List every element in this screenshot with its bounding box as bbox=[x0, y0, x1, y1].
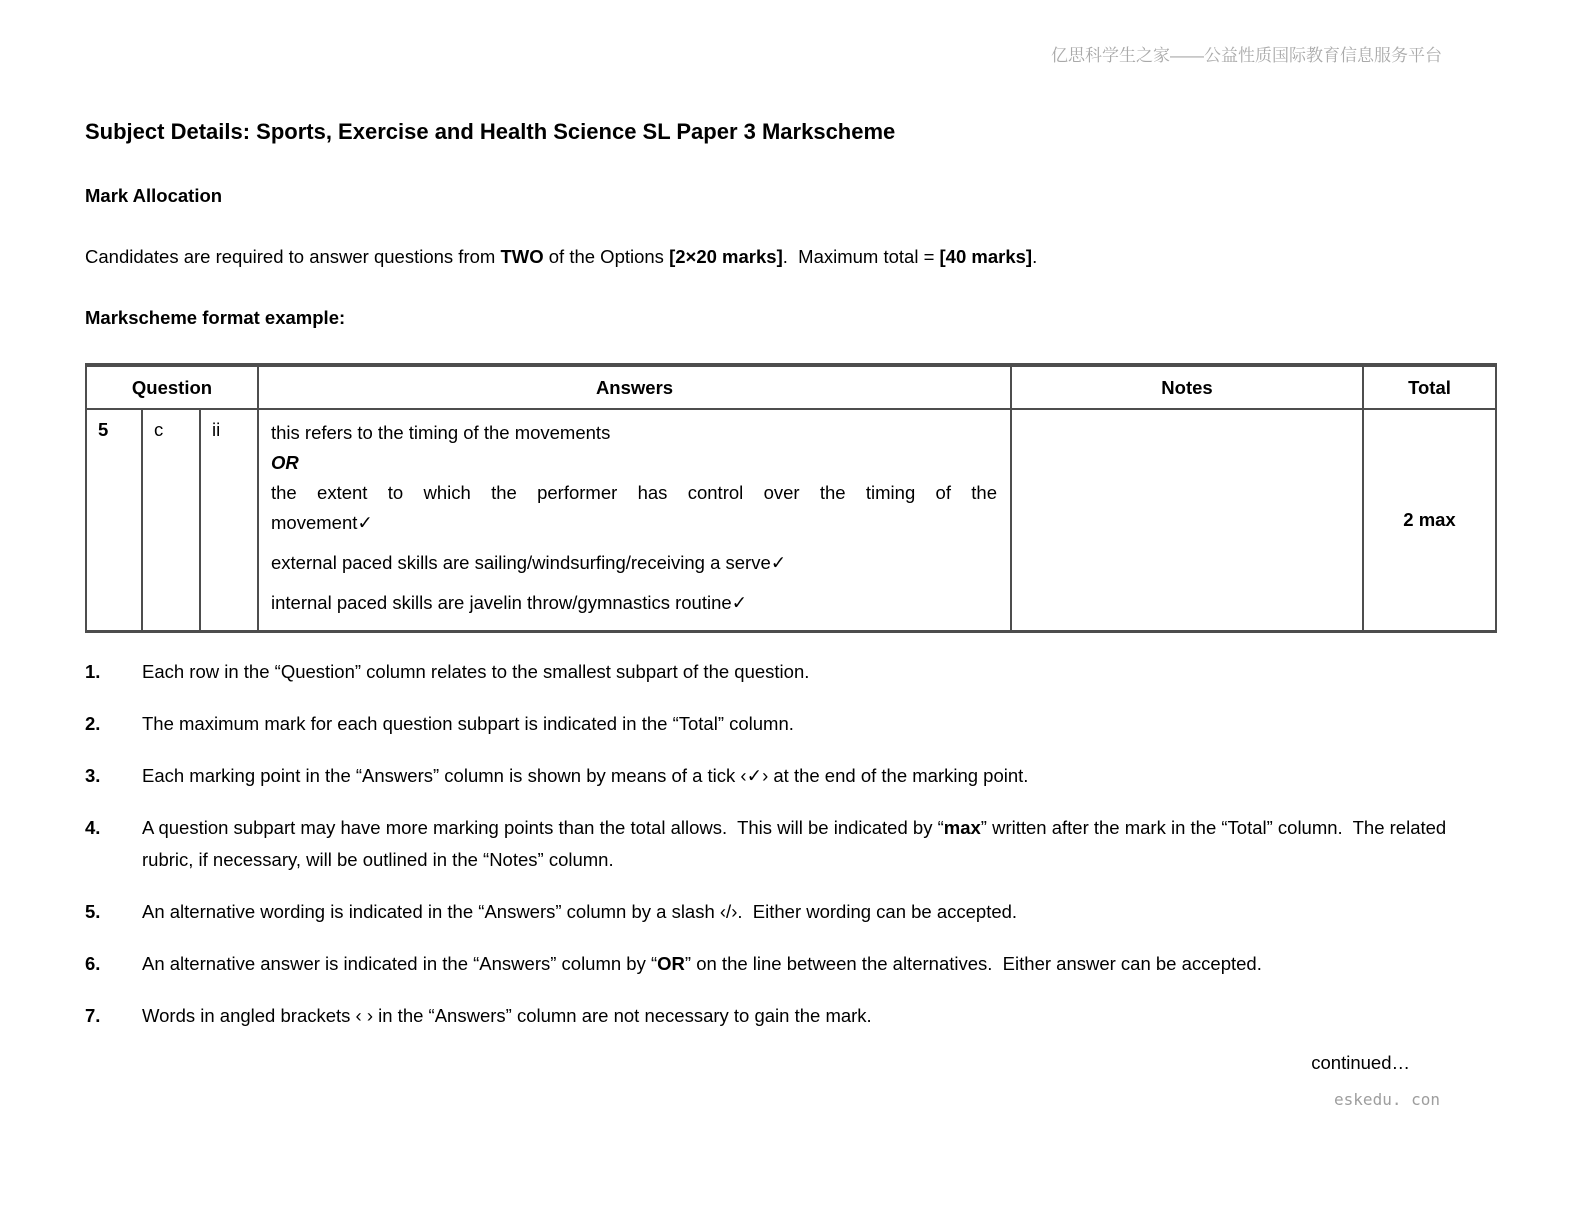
markscheme-table bbox=[85, 363, 1497, 633]
list-item-text bbox=[142, 948, 1497, 980]
list-item-number: 1. bbox=[85, 661, 101, 682]
list-item-text-post: ” on the line between the alternatives. Either answer can be accepted. bbox=[684, 953, 1262, 974]
total-cell: 2 max bbox=[1363, 409, 1496, 632]
table-row bbox=[86, 409, 1496, 632]
list-item bbox=[85, 948, 1497, 980]
answer-internal-text: internal paced skills are javelin throw/gymnastics routine bbox=[271, 592, 732, 613]
answer-external-text: external paced skills are sailing/windsurfing/receiving a serve bbox=[271, 552, 771, 573]
question-number-cell: 5 bbox=[86, 409, 142, 632]
list-item bbox=[85, 896, 1497, 928]
list-item-text-pre: The maximum mark for each question subpart is indicated in the “Total” column. bbox=[142, 713, 794, 734]
list-item-text-post: ” written after the mark in the “Total” column. The related rubric, if necessary, will be outlined in the “Notes” column. bbox=[142, 817, 1447, 870]
list-item-text bbox=[142, 812, 1497, 876]
markscheme-notes-list bbox=[85, 656, 1497, 1032]
table-header-row bbox=[86, 365, 1496, 409]
list-item-text bbox=[142, 896, 1497, 928]
tick-icon: ✓ bbox=[357, 512, 373, 533]
list-item-number: 2. bbox=[85, 713, 101, 734]
question-subpart-cell: ii bbox=[200, 409, 258, 632]
answer-alt-wording-line-1: the extent to which the performer has control over the timing of the bbox=[271, 482, 997, 503]
list-item-text-pre: A question subpart may have more marking points than the total allows. This will be indicated by “ bbox=[142, 817, 944, 838]
question-part-cell: c bbox=[142, 409, 200, 632]
continued-label: continued… bbox=[1311, 1052, 1410, 1073]
answers-cell bbox=[258, 409, 1011, 632]
answer-internal-line bbox=[271, 588, 997, 618]
list-item-text-pre: An alternative wording is indicated in the “Answers” column by a slash ‹/›. Either wording can be accepted. bbox=[142, 901, 1018, 922]
intro-bold-total-marks: [40 marks] bbox=[939, 246, 1033, 267]
intro-text-2: of the Options bbox=[543, 246, 670, 267]
notes-cell bbox=[1011, 409, 1363, 632]
total-header-cell: Total bbox=[1363, 365, 1496, 409]
intro-text-3: . Maximum total = bbox=[782, 246, 940, 267]
answers-header-cell: Answers bbox=[258, 365, 1011, 409]
list-item-text-bold: max bbox=[943, 817, 981, 838]
question-header-cell: Question bbox=[86, 365, 258, 409]
list-item-text bbox=[142, 1000, 1497, 1032]
answer-line-1: this refers to the timing of the movements bbox=[271, 422, 611, 443]
list-item bbox=[85, 1000, 1497, 1032]
list-item-text bbox=[142, 760, 1497, 792]
list-item-number: 5. bbox=[85, 901, 101, 922]
intro-text-4: . bbox=[1032, 246, 1038, 267]
eskedu-site-watermark: eskedu. con bbox=[1334, 1090, 1440, 1109]
list-item-number: 3. bbox=[85, 765, 101, 786]
tick-icon: ✓ bbox=[770, 552, 787, 573]
list-item-text-pre: Words in angled brackets ‹ › in the “Answers” column are not necessary to gain the mark. bbox=[142, 1005, 872, 1026]
notes-header-cell: Notes bbox=[1011, 365, 1363, 409]
intro-bold-two: TWO bbox=[500, 246, 544, 267]
intro-text-1: Candidates are required to answer questions from bbox=[85, 246, 501, 267]
list-item-text-bold: OR bbox=[657, 953, 685, 974]
intro-paragraph bbox=[85, 245, 1497, 269]
document-body bbox=[85, 118, 1497, 1074]
cjk-site-watermark: 亿思科学生之家——公益性质国际教育信息服务平台 bbox=[1051, 46, 1442, 65]
list-item bbox=[85, 656, 1497, 688]
list-item-text bbox=[142, 656, 1497, 688]
list-item-text-pre: Each marking point in the “Answers” column is shown by means of a tick ‹✓› at the end of the marking point. bbox=[142, 765, 1029, 786]
tick-icon: ✓ bbox=[731, 592, 748, 613]
mark-allocation-heading: Mark Allocation bbox=[85, 185, 223, 206]
intro-bold-marks: [2×20 marks] bbox=[669, 246, 783, 267]
list-item bbox=[85, 812, 1497, 876]
page-title: Subject Details: Sports, Exercise and Health Science SL Paper 3 Markscheme bbox=[85, 119, 896, 144]
list-item-text-pre: An alternative answer is indicated in the “Answers” column by “ bbox=[142, 953, 658, 974]
list-item-number: 7. bbox=[85, 1005, 101, 1026]
markscheme-example-heading: Markscheme format example: bbox=[85, 307, 346, 328]
list-item-text bbox=[142, 708, 1497, 740]
answer-external-line bbox=[271, 548, 997, 578]
answer-alt-wording bbox=[271, 478, 997, 538]
list-item-number: 4. bbox=[85, 817, 101, 838]
answer-or-label: OR bbox=[271, 452, 299, 473]
list-item-number: 6. bbox=[85, 953, 101, 974]
list-item-text-pre: Each row in the “Question” column relates to the smallest subpart of the question. bbox=[142, 661, 810, 682]
list-item bbox=[85, 708, 1497, 740]
list-item bbox=[85, 760, 1497, 792]
answer-alt-wording-line-2: movement bbox=[271, 512, 358, 533]
